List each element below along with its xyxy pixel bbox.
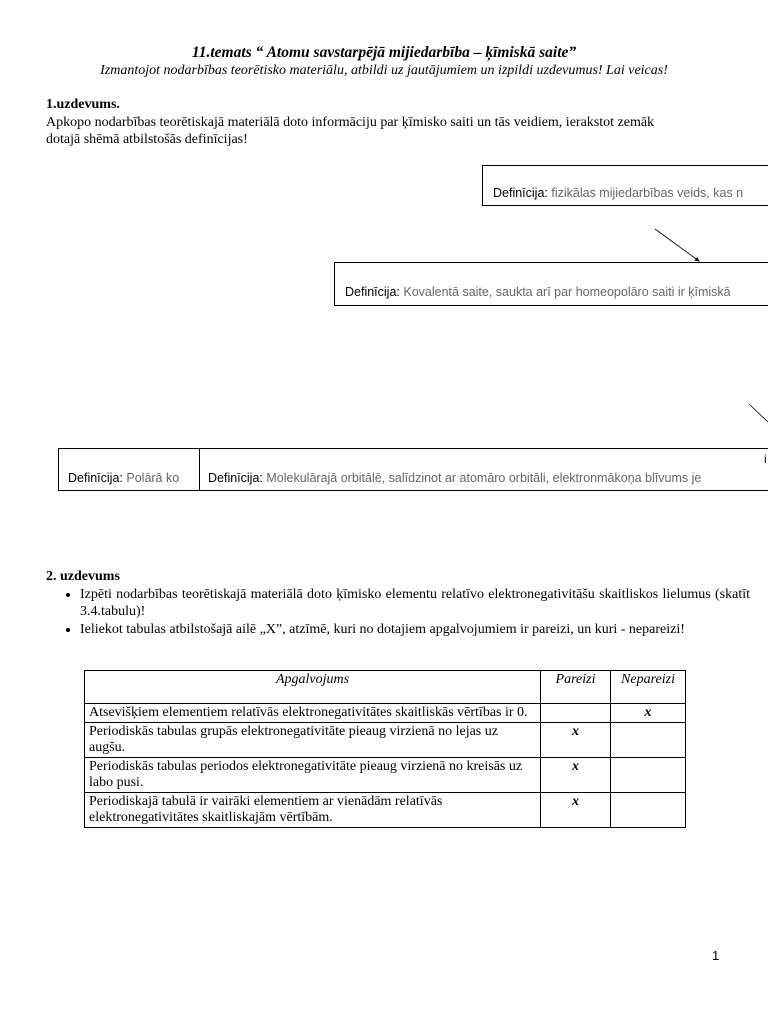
table-row (85, 723, 686, 758)
table-row (85, 758, 686, 793)
incorrect-cell[interactable] (611, 758, 686, 793)
task1-heading: 1.uzdevums. (46, 97, 120, 112)
definition-label: Definīcija: (345, 285, 400, 299)
table-row (85, 704, 686, 723)
correct-cell[interactable] (541, 704, 611, 723)
definition-text: fizikālas mijiedarbības veids, kas n (551, 186, 744, 200)
task2-instructions (52, 586, 750, 639)
column-header-statement: Apgalvojums (85, 671, 541, 704)
column-header-incorrect: Nepareizi (611, 671, 686, 704)
correct-cell[interactable]: x (541, 793, 611, 828)
correct-cell[interactable]: x (541, 723, 611, 758)
statement-cell: Periodiskās tabulas grupās elektronegativitāte pieaug virzienā no lejas uz augšu. (85, 723, 541, 758)
task1-instruction-line1: Apkopo nodarbības teorētiskajā materiālā doto informāciju par ķīmisko saiti un tās veidiem, ierakstot zemāk (46, 115, 655, 130)
arrow-right-edge (749, 404, 768, 422)
column-header-correct: Pareizi (541, 671, 611, 704)
arrow-to-covalent-box (655, 229, 699, 261)
definition-box-molecular-orbital[interactable] (199, 448, 768, 491)
task1-instruction-line2: dotajā shēmā atbilstošās definīcijas! (46, 132, 248, 147)
instruction-item: • Ieliekot tabulas atbilstošajā ailē „X”, atzīmē, kuri no dotajiem apgalvojumiem ir pareizi, un kuri - nepareizi! (80, 621, 750, 638)
definition-text: Polārā ko (126, 471, 180, 485)
instruction-item: • Izpēti nodarbības teorētiskajā materiālā doto ķīmisko elementu relatīvo elektronegativitāšu skaitliskos lielumus (skatīt 3.4.tabulu)! (80, 586, 750, 620)
incorrect-cell[interactable] (611, 793, 686, 828)
page-subtitle: Izmantojot nodarbības teorētisko materiālu, atbildi uz jautājumiem un izpildi uzdevumus! Lai veicas! (100, 63, 668, 78)
incorrect-cell[interactable] (611, 723, 686, 758)
page-number: 1 (712, 948, 720, 963)
table-row (85, 793, 686, 828)
definition-text: Molekulārajā orbitālē, salīdzinot ar atomāro orbitāli, elektronmākoņa blīvums je (266, 471, 702, 485)
definition-label: Definīcija: (493, 186, 548, 200)
definition-box-chemical-bond[interactable] (482, 165, 768, 206)
table-header-row (85, 671, 686, 704)
task2-heading: 2. uzdevums (46, 569, 120, 584)
definition-box-polar-covalent[interactable] (58, 448, 201, 491)
definition-label: Definīcija: (208, 471, 263, 485)
statement-cell: Atsevišķiem elementiem relatīvās elektronegativitātes skaitliskās vērtības ir 0. (85, 704, 541, 723)
incorrect-cell[interactable]: x (611, 704, 686, 723)
definition-box-cut-letter: i (764, 452, 767, 466)
statements-table (84, 670, 686, 828)
definition-box-covalent-bond[interactable] (334, 262, 768, 306)
statement-cell: Periodiskās tabulas periodos elektronegativitāte pieaug virzienā no kreisās uz labo pusi. (85, 758, 541, 793)
definition-text: Kovalentā saite, saukta arī par homeopolāro saiti ir ķīmiskā (403, 285, 731, 299)
definition-label: Definīcija: (68, 471, 123, 485)
statement-cell: Periodiskajā tabulā ir vairāki elementiem ar vienādām relatīvās elektronegativitātes skaitliskajām vērtībām. (85, 793, 541, 828)
page-title: 11.temats “ Atomu savstarpējā mijiedarbība – ķīmiskā saite” (191, 44, 577, 61)
correct-cell[interactable]: x (541, 758, 611, 793)
